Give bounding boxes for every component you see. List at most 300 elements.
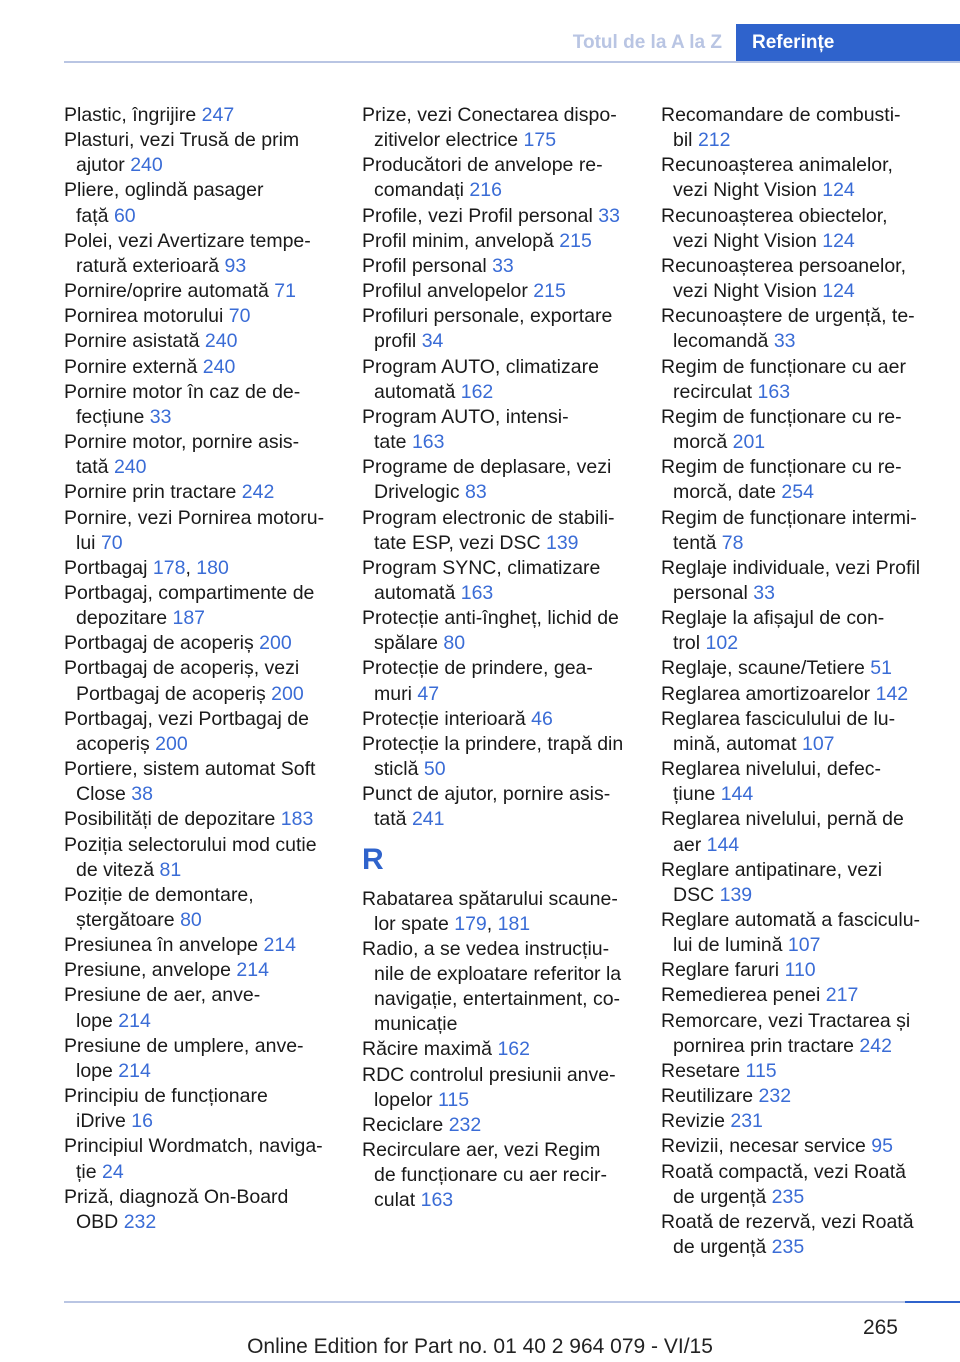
entry-text: culat [374,1189,421,1212]
page-reference-link[interactable]: 232 [123,1210,157,1233]
entry-text: vezi Night Vision [673,280,823,303]
entry-text: Pornirea motorului [64,305,229,328]
index-column-2 [362,103,630,1214]
entry-text: lui [76,531,101,554]
entry-text: bil [673,129,698,152]
entry-text: lecomandă [673,330,774,353]
entry-text: Pornire/oprire automată [64,280,275,303]
page-reference-link[interactable]: 60 [113,204,136,227]
index-entry: Portbagaj 178, 180 [64,556,229,579]
index-entry [64,707,332,757]
index-entry [661,1160,951,1210]
entry-text: zitivelor electrice [374,129,524,152]
page-reference-link[interactable]: 232 [448,1113,482,1136]
page-reference-link[interactable]: 144 [720,783,754,806]
entry-text: ajutor [76,154,131,177]
page-reference-link[interactable]: 144 [706,833,740,856]
entry-text: Reglaje individuale, vezi Profil [661,556,921,579]
entry-text: mină, automat [673,732,802,755]
page-reference-link[interactable]: 212 [697,129,731,152]
index-entry [64,1084,332,1134]
entry-text: recirculat [673,380,758,403]
entry-text: Regim de funcționare cu re‐ [661,405,902,428]
page-reference-link[interactable]: 215 [559,229,592,252]
index-entry [362,355,630,405]
index-entry [661,1210,951,1260]
page-reference-link[interactable]: 240 [202,355,236,378]
page-reference-link[interactable]: 115 [437,1088,470,1111]
entry-text: Resetare [661,1059,746,1082]
header-rule [64,61,960,63]
entry-text: Drivelogic [374,481,466,504]
entry-text: Roată de rezervă, vezi Roată [661,1210,914,1233]
entry-text: Recunoașterea persoanelor, [661,254,906,277]
entry-text: Presiune, anvelope [64,959,237,982]
index-column-3 [661,103,951,1260]
page-reference-link[interactable]: 78 [721,531,744,554]
entry-text: Profil minim, anvelopă [362,229,560,252]
page-reference-link[interactable]: 214 [118,1009,151,1032]
page-reference-link[interactable]: 47 [417,682,440,705]
entry-text: vezi Night Vision [673,229,823,252]
entry-text: Reglare antipatinare, vezi [661,858,883,881]
entry-text: Program electronic de stabili‐ [362,506,615,529]
index-entry [64,581,332,631]
entry-text: Reglaje la afișajul de con‐ [661,607,885,630]
entry-text: Reglarea nivelului, pernă de [661,808,904,831]
entry-text: Protecție de prindere, gea‐ [362,657,593,680]
page-reference-link[interactable]: 240 [204,330,238,353]
page-reference-link[interactable]: 181 [497,912,531,935]
index-entry [64,631,332,656]
footer-rule [64,1301,960,1303]
index-entry [64,229,332,279]
entry-text: Recunoașterea animalelor, [661,154,893,177]
index-entry [362,506,630,556]
entry-text: de funcționare cu aer recir‐ [374,1164,608,1187]
page-reference-link[interactable]: 107 [801,732,835,755]
index-entry [362,254,630,279]
entry-text: Reglarea amortizoarelor [661,682,876,705]
entry-text: aer [673,833,707,856]
page-reference-link[interactable]: 163 [411,431,445,454]
index-entry [64,757,332,807]
entry-text: Portbagaj de acoperiș, vezi [64,657,300,680]
entry-text: Revizii, necesar service [661,1135,872,1158]
entry-text: lope [76,1059,119,1082]
entry-text: tentă [673,531,722,554]
entry-text: Priză, diagnoză On-Board [64,1185,289,1208]
index-entry [362,937,630,1038]
entry-text: Recunoaștere de urgență, te‐ [661,305,915,328]
index-entry [661,757,951,807]
page-reference-link[interactable]: 33 [753,581,775,604]
edition-footer: Online Edition for Part no. 01 40 2 964 079 - VI/15 [247,1335,713,1358]
entry-text: Presiune de umplere, anve‐ [64,1034,304,1057]
entry-text: Program AUTO, intensi‐ [362,405,569,428]
page-reference-link[interactable]: 231 [730,1110,763,1133]
page-reference-link[interactable]: 163 [460,581,494,604]
index-entry [661,204,951,254]
entry-text: Plastic, îngrijire [64,104,202,126]
entry-text: lopelor [374,1088,438,1111]
page-reference-link[interactable]: 214 [118,1059,151,1082]
entry-text: ratură exterioară [76,254,225,277]
page-reference-link[interactable]: 50 [423,758,446,781]
entry-text: Reglarea fasciculului de lu‐ [661,707,896,730]
entry-text: Pornire motor, pornire asis‐ [64,431,300,454]
entry-text: tate ESP, vezi DSC [374,531,546,554]
entry-text: Posibilități de depozitare [64,808,281,831]
chapter-tab: Referințe [736,24,960,62]
index-entry [64,355,332,380]
index-entry [64,958,332,983]
entry-text: Reciclare [362,1113,449,1136]
index-entry [661,606,951,656]
entry-text: pornirea prin tractare [673,1034,860,1057]
index-entry [362,707,630,732]
page-reference-link[interactable]: 163 [757,380,791,403]
entry-text: lor spate [374,912,455,935]
page-reference-link[interactable]: 200 [271,682,304,705]
entry-text: comandați [374,179,470,202]
entry-text: Pornire, vezi Pornirea motoru‐ [64,506,325,529]
entry-text: fecțiune [76,405,150,428]
page-reference-link[interactable]: 183 [280,808,314,831]
entry-text: Reglare faruri [661,959,785,982]
page-reference-link[interactable]: 124 [822,179,855,202]
entry-text: RDC controlul presiunii anve‐ [362,1063,616,1086]
entry-text: Program AUTO, climatizare [362,355,599,378]
index-entry [661,1084,951,1109]
index-entry [362,1138,630,1213]
page-reference-link[interactable]: 240 [130,154,163,177]
entry-text: navigație, entertainment, co‐ [374,988,621,1011]
page-reference-link[interactable]: 162 [497,1038,530,1061]
index-entry [661,1059,951,1084]
index-entry [661,1109,951,1134]
page-reference-link[interactable]: 110 [784,959,816,982]
index-entry [64,1034,332,1084]
entry-text: nile de exploatare referitor la [374,963,622,985]
index-entry [661,1134,951,1159]
index-entry [362,656,630,706]
entry-text: țiune [673,783,721,806]
page-reference-link[interactable]: 70 [100,531,123,554]
entry-text: Programe de deplasare, vezi [362,456,612,479]
entry-text: față [76,204,114,227]
entry-text: Regim de funcționare intermi‐ [661,506,917,529]
entry-text: de urgență [673,1185,772,1208]
index-entry [64,103,332,128]
entry-text: spălare [374,632,444,655]
entry-text: Recomandare de combusti‐ [661,104,901,126]
entry-text: Profiluri personale, exportare [362,305,613,328]
entry-text: Regim de funcționare cu re‐ [661,456,902,479]
page-reference-link[interactable]: 163 [420,1189,454,1212]
index-entry [362,556,630,606]
index-entry [64,506,332,556]
index-entry [362,405,630,455]
entry-text: de viteză [76,858,160,881]
index-entry [661,556,951,606]
entry-text: tată [76,456,114,479]
index-entry [661,304,951,354]
index-entry [661,682,951,707]
index-entry [661,254,951,304]
page-reference-link[interactable]: 33 [149,405,172,428]
entry-text: Reglarea nivelului, defec‐ [661,758,882,781]
page-reference-link[interactable]: 216 [469,179,502,202]
page-reference-link[interactable]: 24 [102,1160,124,1183]
index-entry [64,279,332,304]
index-entry [64,1185,332,1235]
index-entry [64,430,332,480]
page-reference-link[interactable]: 175 [523,129,557,152]
index-entry [64,128,332,178]
index-column-1 [64,103,332,1235]
entry-text: tate [374,431,412,454]
entry-text: trol [673,632,706,655]
entry-text: Pornire prin tractare [64,481,242,504]
page-number: 265 [862,1316,898,1339]
index-entry [661,405,951,455]
index-entry [64,807,332,832]
index-entry [661,455,951,505]
entry-text: Roată compactă, vezi Roată [661,1160,906,1183]
entry-text: personal [673,581,754,604]
entry-text: automată [374,380,461,403]
entry-text: Profilul anvelopelor [362,280,534,303]
page-reference-link[interactable]: 33 [492,254,514,277]
index-entry [64,833,332,883]
entry-text: vezi Night Vision [673,179,823,202]
page-reference-link[interactable]: 70 [228,305,251,328]
entry-text: Regim de funcționare cu aer [661,355,906,378]
index-entry [362,153,630,203]
index-entry [362,782,630,832]
entry-text: iDrive [76,1110,132,1133]
entry-text: Revizie [661,1110,731,1133]
entry-text: DSC [673,883,720,906]
page-reference-link[interactable]: 242 [859,1034,892,1057]
page-reference-link[interactable]: 214 [263,934,297,957]
entry-text: Protecție la prindere, trapă din [362,732,624,755]
index-entry [661,103,951,153]
entry-text: Remedierea penei [661,984,826,1007]
page-reference-link[interactable]: 95 [871,1135,893,1158]
entry-text: Portbagaj de acoperiș [76,682,272,705]
page-reference-link[interactable]: 46 [531,707,553,730]
page-reference-link[interactable]: 179 [454,912,487,935]
entry-text: ție [76,1160,103,1183]
entry-text: Profile, vezi Profil personal [362,204,599,227]
page-reference-link[interactable]: 71 [274,280,296,303]
index-entry [661,983,951,1008]
index-entry [362,204,630,229]
page-reference-link[interactable]: 34 [421,330,444,353]
entry-text: Recirculare aer, vezi Regim [362,1139,601,1162]
index-entry [362,732,630,782]
index-entry [64,883,332,933]
entry-text: depozitare [76,607,173,630]
entry-text: Producători de anvelope re‐ [362,154,603,177]
index-entry [362,1063,630,1113]
entry-text: Răcire maximă [362,1038,498,1061]
entry-text: lope [76,1009,119,1032]
page-reference-link[interactable]: 254 [781,481,814,504]
page-reference-link[interactable]: 187 [172,607,206,630]
entry-text: Principiu de funcționare [64,1085,268,1108]
index-entry [362,229,630,254]
page-reference-link[interactable]: 200 [259,632,292,655]
entry-text: tată [374,808,412,831]
entry-text: Presiunea în anvelope [64,934,264,957]
entry-text: de urgență [673,1236,772,1259]
page-reference-link[interactable]: 93 [224,254,247,277]
entry-text: Polei, vezi Avertizare tempe‐ [64,229,311,252]
index-entry [362,304,630,354]
entry-text: Punct de ajutor, pornire asis‐ [362,783,611,806]
entry-text: ștergătoare [76,909,181,931]
entry-text: Portbagaj, compartimente de [64,581,315,604]
page-header [0,0,960,64]
page-reference-link[interactable]: 38 [131,783,153,806]
entry-text: OBD [76,1210,124,1233]
page-reference-link[interactable]: 241 [411,808,445,831]
entry-text: Close [76,783,132,806]
index-entry [661,1009,951,1059]
section-title: Totul de la A la Z [572,32,722,53]
page-reference-link[interactable]: 142 [875,682,909,705]
page-reference-link[interactable]: 214 [236,959,269,982]
entry-text: Portbagaj de acoperiș [64,632,260,655]
page-reference-link[interactable]: 124 [822,229,855,252]
entry-text: Radio, a se vedea instrucțiu‐ [362,937,610,960]
page-reference-link[interactable]: 80 [443,632,466,655]
index-entry [661,153,951,203]
entry-text: Poziția selectorului mod cutie [64,833,317,856]
index-entry [661,506,951,556]
page-reference-link[interactable]: 33 [773,330,796,353]
entry-text: muri [374,682,418,705]
entry-text: Pornire motor în caz de de‐ [64,380,301,403]
index-entry [64,480,332,505]
page-reference-link[interactable]: 115 [745,1059,777,1082]
index-entry [362,103,630,153]
page-reference-link[interactable]: 240 [113,456,147,479]
entry-text: morcă, date [673,481,782,504]
entry-text: Prize, vezi Conectarea dispo‐ [362,104,617,126]
entry-text: Program SYNC, climatizare [362,556,601,579]
page-reference-link[interactable]: 180 [196,556,229,579]
page-reference-link[interactable]: 200 [155,732,188,755]
page-reference-link[interactable]: 80 [180,909,202,931]
entry-text: sticlă [374,758,424,781]
entry-text: profil [374,330,422,353]
page-reference-link[interactable]: 162 [460,380,494,403]
index-entry: Rabatarea spătarului scaune‐ lor spate 179, 181 [362,887,618,935]
page-reference-link[interactable]: 235 [771,1185,805,1208]
index-entry [661,908,951,958]
page-reference-link[interactable]: 33 [598,204,620,227]
index-entry [64,329,332,354]
index-entry [661,707,951,757]
index-entry [362,606,630,656]
entry-text: Reutilizare [661,1085,759,1108]
index-letter-heading: R [362,842,384,876]
page-reference-link[interactable]: 51 [870,657,892,680]
index-entry [64,933,332,958]
page-reference-link[interactable]: 201 [732,431,766,454]
entry-text: Pornire externă [64,355,203,378]
entry-text: Remorcare, vezi Tractarea și [661,1009,911,1032]
index-entry [64,656,332,706]
entry-text: Reglare automată a fasciculu‐ [661,909,921,931]
page-reference-link[interactable]: 124 [822,280,855,303]
page-reference-link[interactable]: 242 [241,481,275,504]
page-reference-link[interactable]: 16 [131,1110,153,1133]
entry-text: Pornire asistată [64,330,205,353]
footer-rule-accent [905,1301,960,1303]
entry-text: Protecție anti-îngheț, lichid de [362,607,619,630]
entry-text: Plasturi, vezi Trusă de prim [64,129,300,152]
index-entry [362,455,630,505]
page-reference-link[interactable]: 139 [719,883,753,906]
page-reference-link[interactable]: 217 [825,984,859,1007]
index-entry [362,1037,630,1062]
index-entry [362,279,630,304]
page-reference-link[interactable]: 139 [545,531,579,554]
index-entry [362,1113,630,1138]
entry-text: Reglaje, scaune/Tetiere [661,657,871,680]
page-reference-link[interactable]: 235 [771,1236,805,1259]
index-entry [661,958,951,983]
entry-text: Poziție de demontare, [64,883,254,906]
index-entry [64,1134,332,1184]
entry-text: lui de lumină [673,934,788,957]
index-entry [661,656,951,681]
index-entry [64,304,332,329]
index-entry [661,355,951,405]
index-entry [64,983,332,1033]
entry-text: Portiere, sistem automat Soft [64,758,316,781]
page-reference-link[interactable]: 83 [465,481,487,504]
index-entry [661,858,951,908]
entry-text: Principiul Wordmatch, naviga‐ [64,1135,323,1158]
entry-text: Pliere, oglindă pasager [64,179,264,202]
entry-text: Portbagaj, vezi Portbagaj de [64,707,309,730]
entry-text: Protecție interioară [362,707,532,730]
page-reference-link[interactable]: 215 [533,280,566,303]
entry-text: automată [374,581,461,604]
page-reference-link[interactable]: 102 [705,632,739,655]
entry-text: morcă [673,431,733,454]
index-entry [64,380,332,430]
page-reference-link[interactable]: 247 [201,104,235,126]
page-reference-link[interactable]: 81 [159,858,182,881]
entry-text: Recunoașterea obiectelor, [661,204,888,227]
page-reference-link[interactable]: 178 [152,556,186,579]
entry-text: Presiune de aer, anve‐ [64,984,261,1007]
entry-text: municație [374,1013,458,1036]
index-entry [661,807,951,857]
entry-text: Portbagaj [64,556,153,579]
page-reference-link[interactable]: 232 [758,1085,792,1108]
entry-text: Profil personal [362,254,493,277]
entry-text: acoperiș [76,732,156,755]
page-reference-link[interactable]: 107 [787,934,821,957]
